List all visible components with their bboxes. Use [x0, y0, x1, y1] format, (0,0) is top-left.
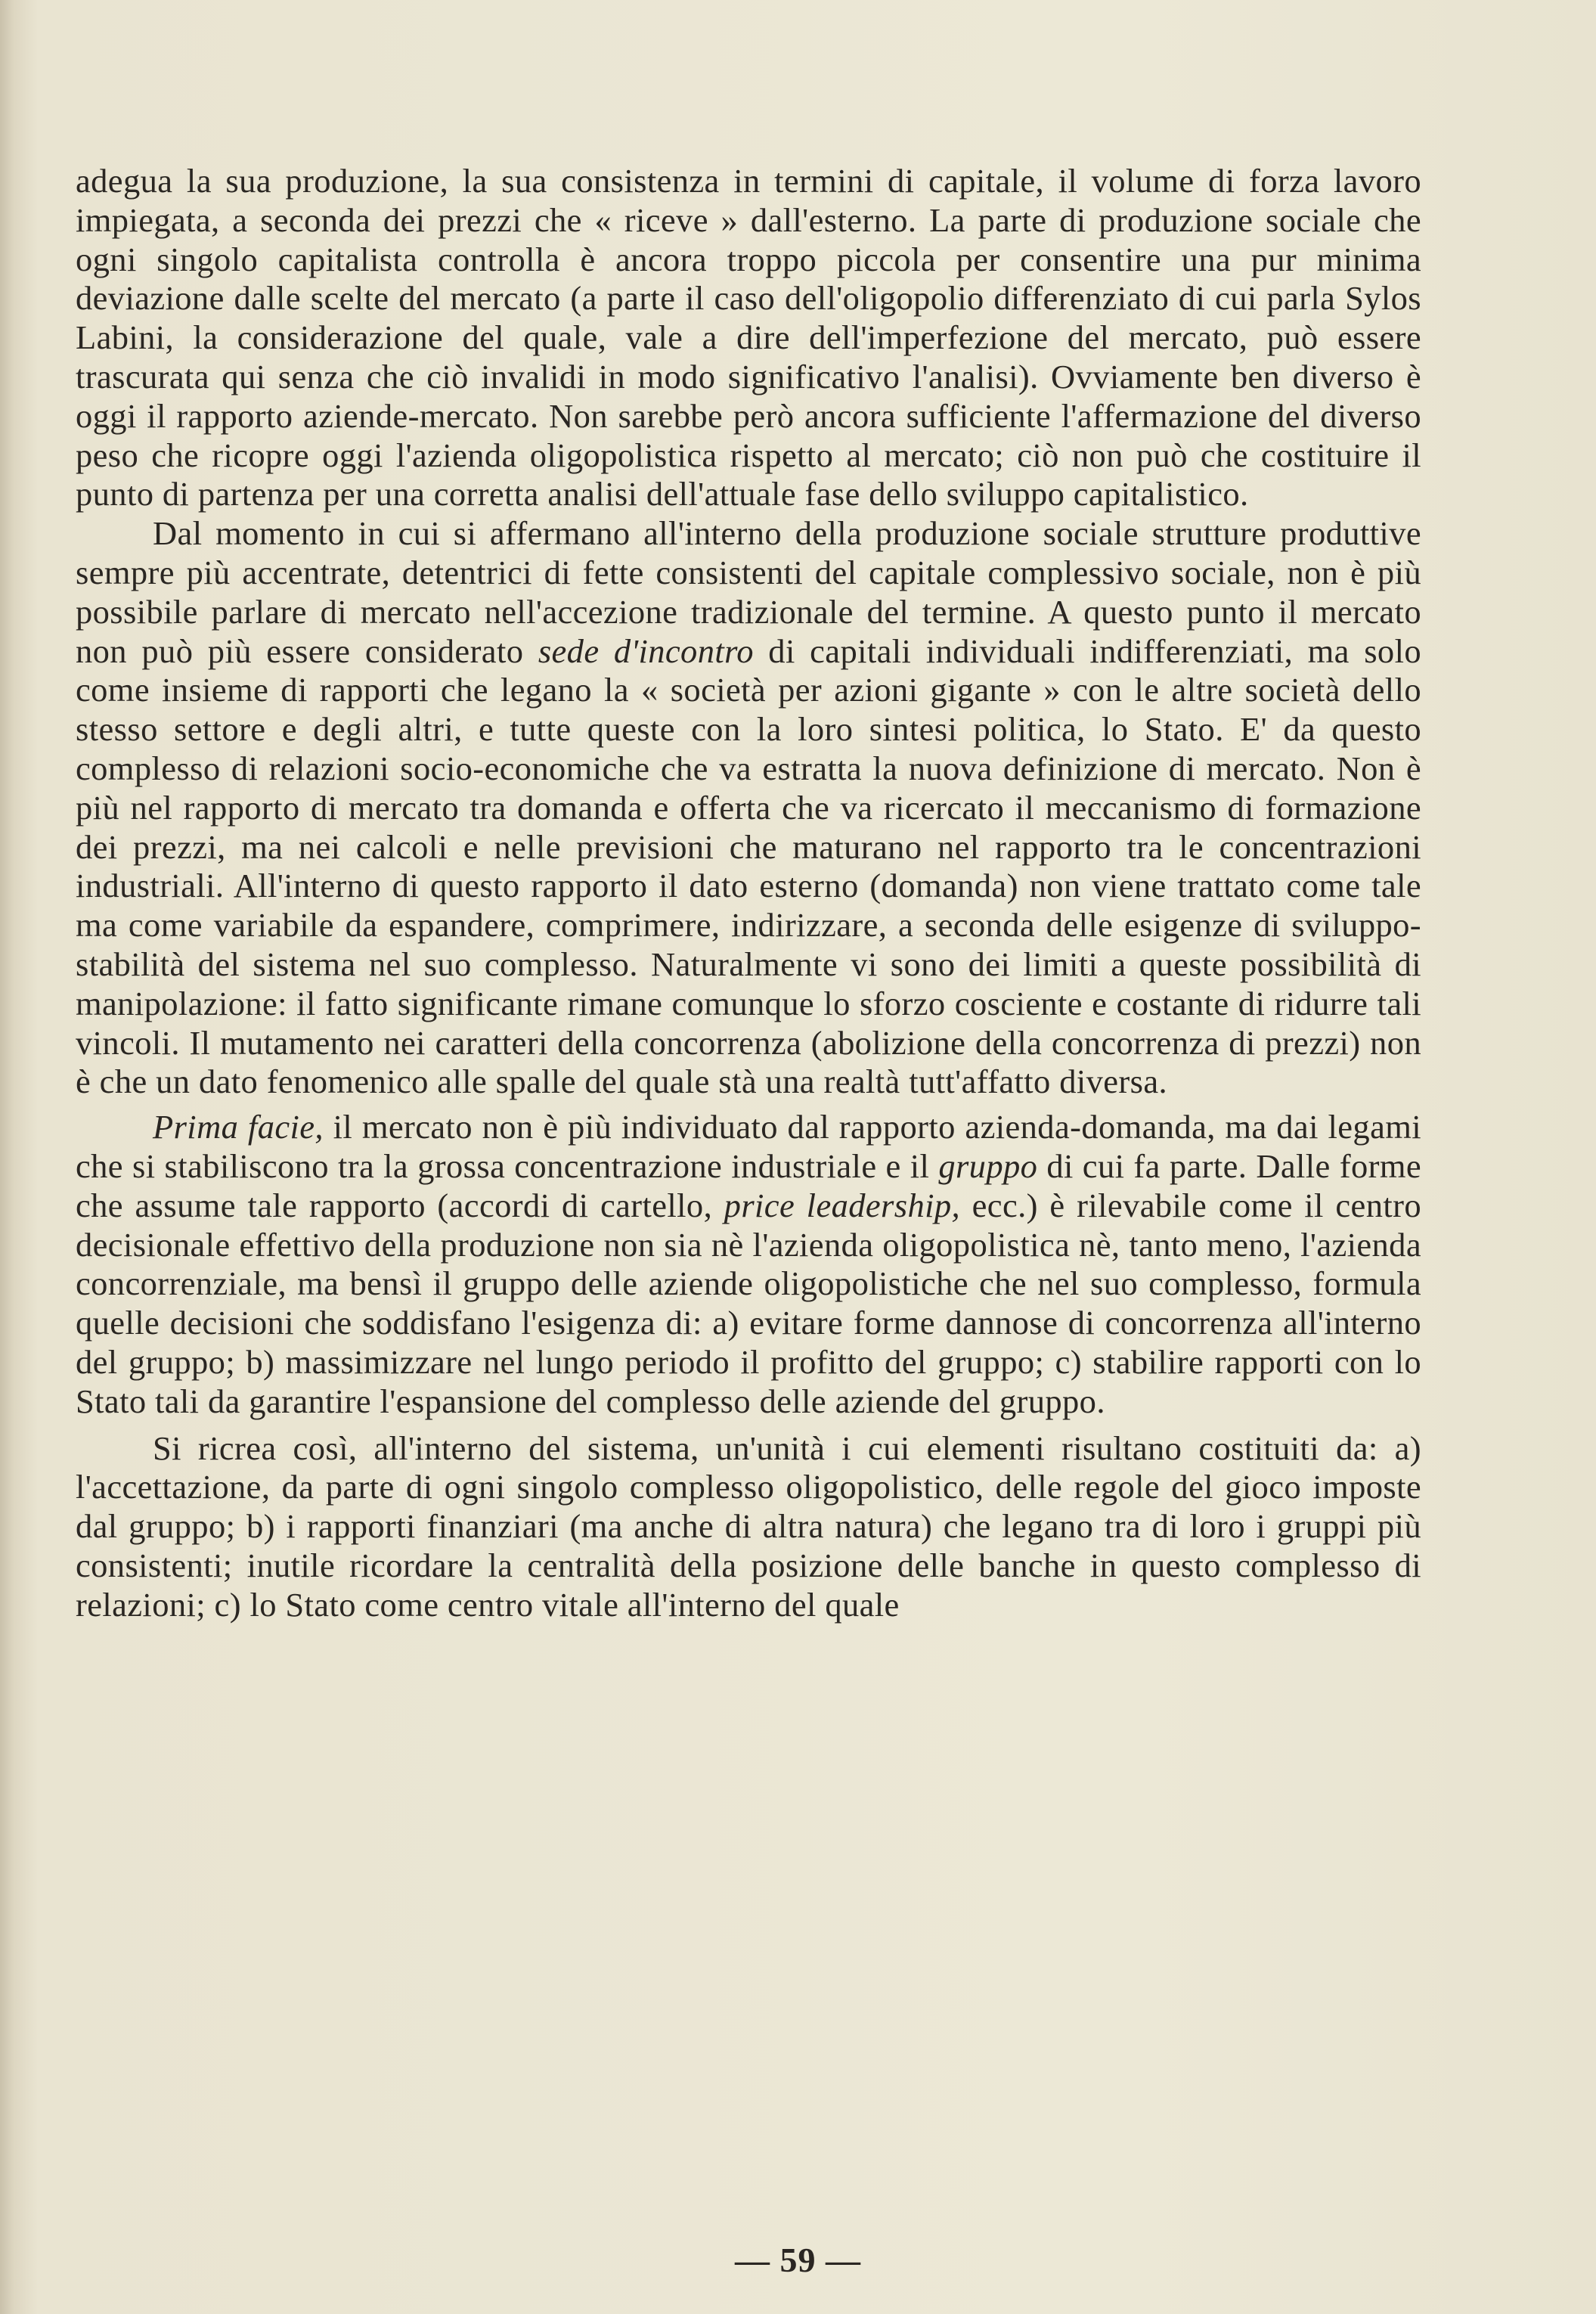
paragraph-3-text-2: di cui fa parte. Dalle forme che assume tale rapporto (accordi di cartello, — [76, 1146, 1422, 1224]
paragraph-3-italic-3: price leadership, — [724, 1186, 961, 1224]
body-text — [76, 162, 1421, 1624]
paragraph-3-italic-1: Prima facie, — [153, 1108, 324, 1146]
paragraph-3-text-1: il mercato non è più individuato dal rapporto azienda-domanda, ma dai legami che si stabiliscono tra la grossa concentrazione industriale e il — [76, 1108, 1422, 1185]
paragraph-3 — [76, 1108, 1421, 1421]
paragraph-1: adegua la sua produzione, la sua consistenza in termini di capitale, il volume di forza lavoro impiegata, a seconda dei prezzi che « riceve » dall'esterno. La parte di produzione sociale che ogni singolo capitalista controlla è ancora troppo piccola per consentire una pur minima deviazione dalle scelte del mercato (a parte il caso dell'oligopolio differenziato di cui parla Sylos Labini, la considerazione del quale, vale a dire dell'imperfezione del mercato, può essere trascurata qui senza che ciò invalidi in modo significativo l'analisi). Ovviamente ben diverso è oggi il rapporto aziende-mercato. Non sarebbe però ancora sufficiente l'affermazione del diverso peso che ricopre oggi l'azienda oligopolistica rispetto al mercato; ciò non può che costituire il punto di partenza per una corretta analisi dell'attuale fase dello sviluppo capitalistico. — [76, 162, 1421, 513]
paragraph-3-text-3: ecc.) è rilevabile come il centro decisionale effettivo della produzione non sia nè l'azienda oligopolistica nè, tanto meno, l'azienda concorrenziale, ma bensì il gruppo delle aziende oligopolistiche che nel suo complesso, formula quelle decisioni che soddisfano l'esigenza di: a) evitare forme dannose di concorrenza all'interno del gruppo; b) massimizzare nel lungo periodo il profitto del gruppo; c) stabilire rapporti con lo Stato tali da garantire l'espansione del complesso delle aziende del gruppo. — [76, 1186, 1421, 1420]
paragraph-2-italic: sede d'incontro — [538, 631, 754, 670]
paragraph-2 — [76, 514, 1421, 1102]
paragraph-3-italic-2: gruppo — [938, 1146, 1038, 1185]
paragraph-2-text-b: di capitali individuali indifferenziati, ma solo come insieme di rapporti che legano la « società per azioni gigante » con le altre società dello stesso settore e degli altri, e tutte queste con la loro sintesi politica, lo Stato. E' da questo complesso di relazioni socio-economiche che va estratta la nuova definizione di mercato. Non è più nel rapporto di mercato tra domanda e offerta che va ricercato il meccanismo di formazione dei prezzi, ma nei calcoli e nelle previsioni che maturano nel rapporto tra le concentrazioni industriali. All'interno di questo rapporto il dato esterno (domanda) non viene trattato come tale ma come variabile da espandere, comprimere, indirizzare, a seconda delle esigenze di sviluppo-stabilità del sistema nel suo complesso. Naturalmente vi sono dei limiti a queste possibilità di manipolazione: il fatto significante rimane comunque lo sforzo cosciente e costante di ridurre tali vincoli. Il mutamento nei caratteri della concorrenza (abolizione della concorrenza di prezzi) non è che un dato fenomenico alle spalle del quale stà una realtà tutt'affatto diversa. — [76, 631, 1421, 1101]
paragraph-2-text-a: Dal momento in cui si affermano all'interno della produzione sociale strutture produttive sempre più accentrate, detentrici di fette consistenti del capitale complessivo sociale, non è più possibile parlare di mercato nell'accezione tradizionale del termine. A questo punto il mercato non può più essere considerato — [76, 514, 1421, 670]
page-number: — 59 — — [735, 2241, 861, 2279]
paragraph-4: Si ricrea così, all'interno del sistema, un'unità i cui elementi risultano costituiti da: a) l'accettazione, da parte di ogni singolo complesso oligopolistico, delle regole del gioco imposte dal gruppo; b) i rapporti finanziari (ma anche di altra natura) che legano tra di loro i gruppi più consistenti; inutile ricordare la centralità della posizione delle banche in questo complesso di relazioni; c) lo Stato come centro vitale all'interno del quale — [76, 1428, 1421, 1624]
